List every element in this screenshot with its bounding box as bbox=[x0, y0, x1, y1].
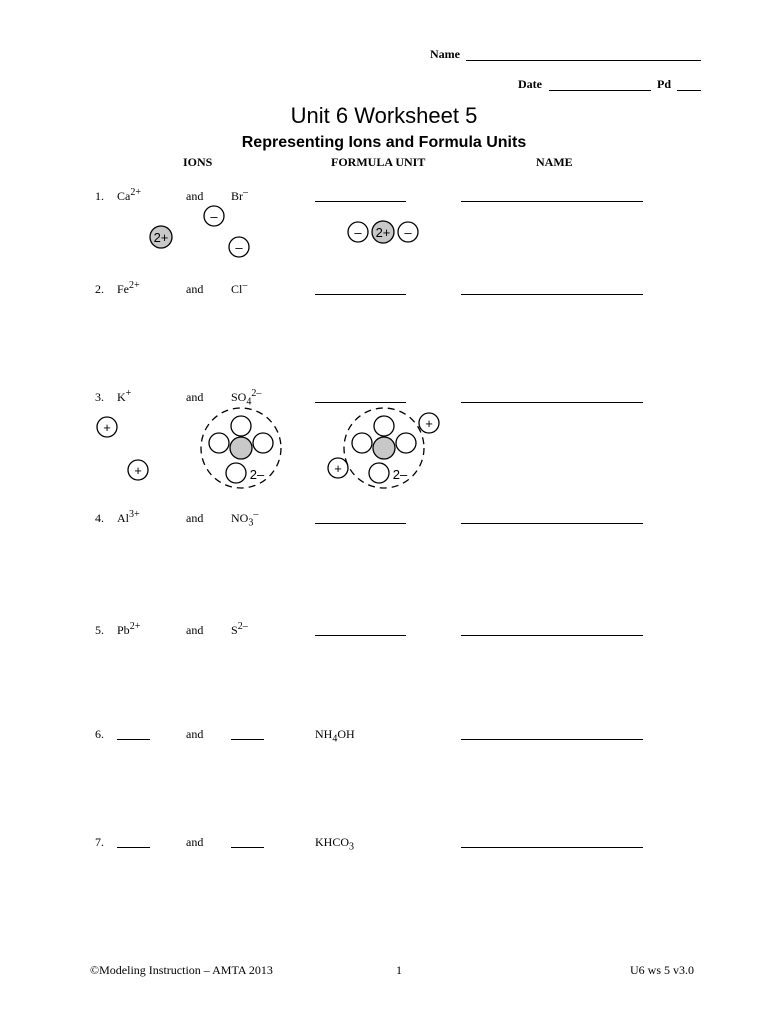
anion: Cl– bbox=[231, 280, 248, 296]
page-subtitle: Representing Ions and Formula Units bbox=[241, 134, 527, 151]
date-label: Date bbox=[518, 77, 542, 91]
formula-unit: $NH_4OH$ bbox=[315, 727, 355, 745]
question-number: 1. bbox=[95, 189, 104, 203]
name-blank[interactable] bbox=[461, 835, 643, 848]
question-row-4 bbox=[0, 511, 768, 531]
and-label: and bbox=[186, 835, 204, 849]
footer-page-number: 1 bbox=[396, 963, 402, 977]
formula-unit-blank[interactable] bbox=[315, 282, 406, 295]
ion-charge-label: + bbox=[103, 420, 111, 435]
pd-label: Pd bbox=[657, 77, 672, 91]
anion: $NO_3^-$ bbox=[231, 509, 259, 529]
question-row-1 bbox=[0, 189, 768, 209]
question-number: 6. bbox=[95, 727, 104, 741]
question-number: 2. bbox=[95, 282, 104, 296]
pd-field[interactable] bbox=[677, 78, 701, 91]
question-number: 3. bbox=[95, 390, 104, 404]
name-blank[interactable] bbox=[461, 511, 643, 524]
sulfate-ion bbox=[201, 408, 281, 488]
anion-blank[interactable] bbox=[231, 727, 264, 740]
sulfur-atom bbox=[373, 437, 395, 459]
cation: K+ bbox=[117, 388, 132, 404]
anion: $SO_4^{2-}$ bbox=[231, 388, 262, 408]
ion-charge-label: 2+ bbox=[375, 225, 391, 240]
formula-unit-blank[interactable] bbox=[315, 390, 406, 403]
formula-unit-blank[interactable] bbox=[315, 511, 406, 524]
formula-unit-diagram-1 bbox=[340, 218, 430, 248]
and-label: and bbox=[186, 727, 204, 741]
col-header-formula-unit: FORMULA UNIT bbox=[331, 155, 426, 169]
formula-unit-blank[interactable] bbox=[315, 623, 406, 636]
and-label: and bbox=[186, 390, 204, 404]
oxygen-atom bbox=[396, 433, 416, 453]
ion-charge-label: – bbox=[235, 240, 243, 255]
cation: $Al^{3+}$ bbox=[117, 509, 140, 525]
cation: $Ca^{2+}$ bbox=[117, 187, 141, 203]
ion-charge-label: – bbox=[354, 225, 362, 240]
and-label: and bbox=[186, 282, 204, 296]
and-label: and bbox=[186, 623, 204, 637]
sulfur-atom bbox=[230, 437, 252, 459]
name-blank[interactable] bbox=[461, 623, 643, 636]
cation-blank[interactable] bbox=[117, 727, 150, 740]
oxygen-atom bbox=[352, 433, 372, 453]
oxygen-atom bbox=[231, 416, 251, 436]
oxygen-atom bbox=[369, 463, 389, 483]
anion-blank[interactable] bbox=[231, 835, 264, 848]
oxygen-atom bbox=[209, 433, 229, 453]
cation: $Pb^{2+}$ bbox=[117, 621, 141, 637]
date-field[interactable] bbox=[549, 78, 651, 91]
ion-charge-label: + bbox=[334, 461, 342, 476]
oxygen-atom bbox=[253, 433, 273, 453]
question-number: 7. bbox=[95, 835, 104, 849]
cation-blank[interactable] bbox=[117, 835, 150, 848]
col-header-name: NAME bbox=[536, 155, 573, 169]
ion-charge-label: – bbox=[404, 225, 412, 240]
col-header-ions: IONS bbox=[183, 155, 213, 169]
question-row-2 bbox=[0, 282, 768, 302]
name-blank[interactable] bbox=[461, 282, 643, 295]
name-blank[interactable] bbox=[461, 390, 643, 403]
ion-charge-label: – bbox=[210, 209, 218, 224]
footer-version: U6 ws 5 v3.0 bbox=[630, 963, 695, 977]
ion-charge-label: 2+ bbox=[153, 230, 169, 245]
ion-diagram-3 bbox=[90, 405, 290, 495]
name-field[interactable] bbox=[466, 48, 701, 61]
oxygen-atom bbox=[226, 463, 246, 483]
name-label: Name bbox=[430, 47, 460, 61]
formula-unit-blank[interactable] bbox=[315, 189, 406, 202]
ion-charge-label: 2– bbox=[392, 467, 408, 482]
question-number: 5. bbox=[95, 623, 104, 637]
footer-copyright: ©Modeling Instruction – AMTA 2013 bbox=[90, 963, 273, 977]
and-label: and bbox=[186, 189, 204, 203]
anion: $S^{2-}$ bbox=[231, 621, 248, 637]
name-blank[interactable] bbox=[461, 727, 643, 740]
and-label: and bbox=[186, 511, 204, 525]
name-blank[interactable] bbox=[461, 189, 643, 202]
ion-charge-label: + bbox=[134, 463, 142, 478]
cation: $Fe^{2+}$ bbox=[117, 280, 140, 296]
ion-charge-label: + bbox=[425, 416, 433, 431]
formula-unit: $KHCO_3$ bbox=[315, 835, 355, 853]
page-title: Unit 6 Worksheet 5 bbox=[290, 103, 478, 128]
anion: Br– bbox=[231, 187, 248, 203]
question-row-6 bbox=[0, 727, 768, 747]
question-number: 4. bbox=[95, 511, 104, 525]
ion-charge-label: 2– bbox=[249, 467, 265, 482]
ion-diagram-1 bbox=[140, 200, 280, 262]
question-row-5 bbox=[0, 623, 768, 643]
question-row-7 bbox=[0, 835, 768, 855]
formula-unit-diagram-3 bbox=[320, 405, 450, 495]
oxygen-atom bbox=[374, 416, 394, 436]
